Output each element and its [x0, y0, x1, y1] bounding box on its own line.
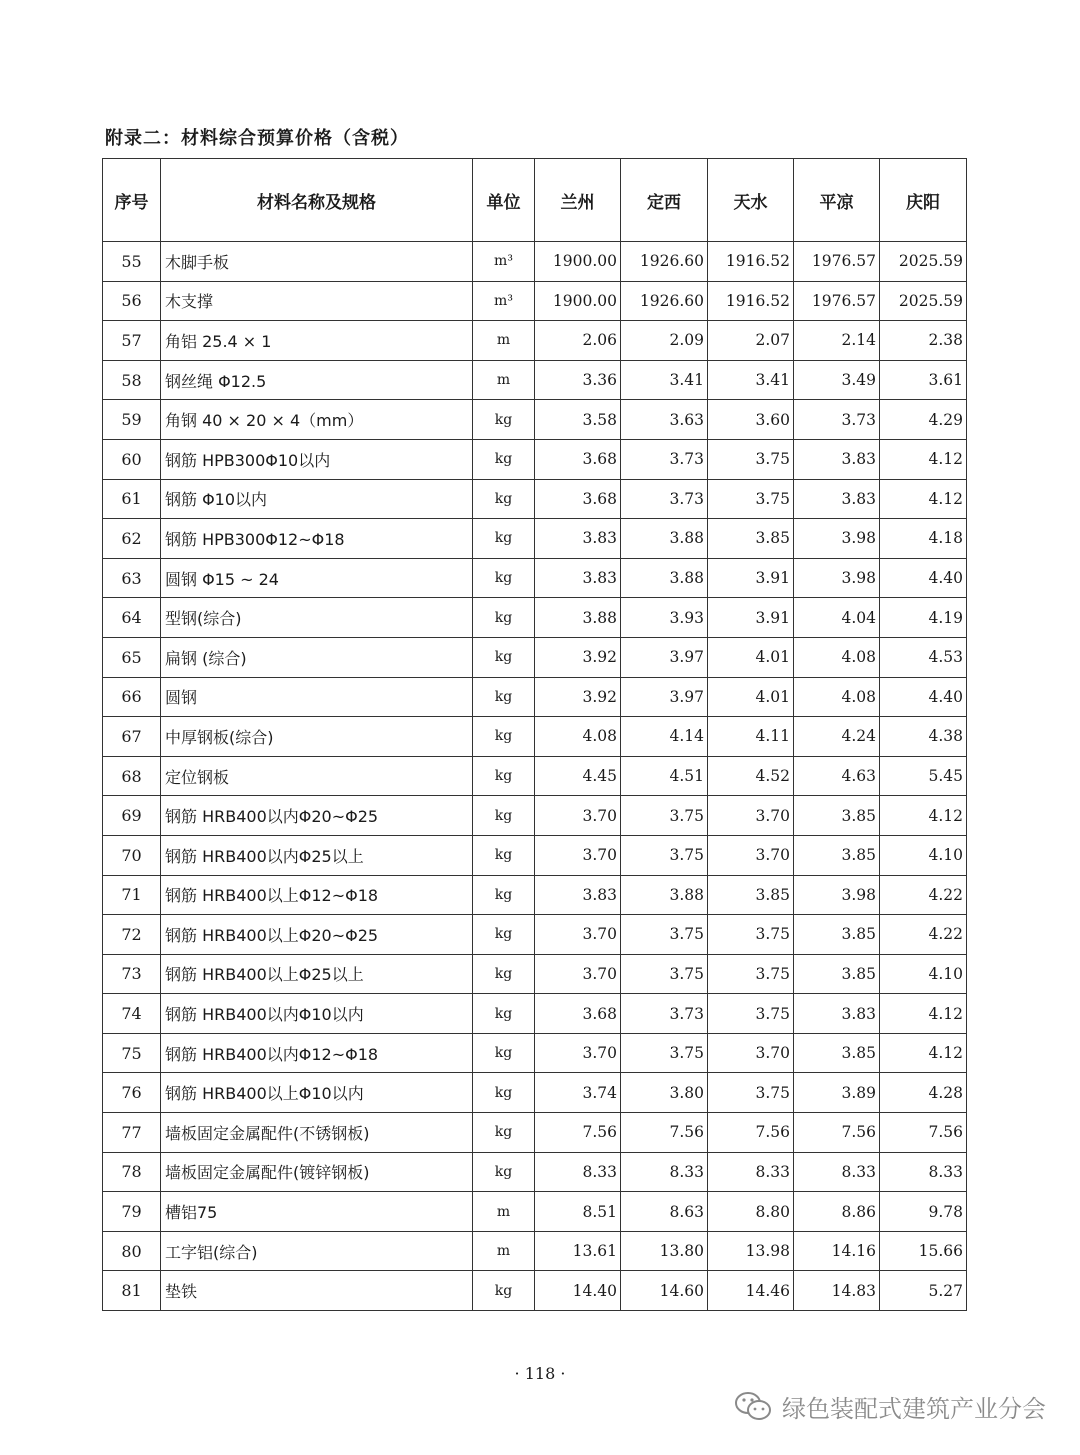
table-row [103, 875, 967, 915]
price-pingliang: 1976.57 [794, 281, 880, 321]
price-pingliang: 4.04 [794, 598, 880, 638]
material-name: 扁钢 (综合) [161, 637, 473, 677]
price-pingliang: 3.98 [794, 519, 880, 559]
table-row [103, 1113, 967, 1153]
row-number: 56 [103, 281, 161, 321]
unit: kg [473, 954, 535, 994]
price-lanzhou: 3.68 [535, 479, 621, 519]
row-number: 58 [103, 360, 161, 400]
price-pingliang: 14.83 [794, 1271, 880, 1311]
price-lanzhou: 3.83 [535, 558, 621, 598]
price-qingyang: 5.27 [880, 1271, 967, 1311]
price-qingyang: 2.38 [880, 321, 967, 361]
appendix-title: 附录二：材料综合预算价格（含税） [105, 128, 409, 149]
unit: m [473, 1192, 535, 1232]
table-row [103, 756, 967, 796]
material-name: 中厚钢板(综合) [161, 717, 473, 757]
price-qingyang: 4.10 [880, 954, 967, 994]
price-pingliang: 7.56 [794, 1113, 880, 1153]
row-number: 71 [103, 875, 161, 915]
table-row [103, 519, 967, 559]
price-qingyang: 4.19 [880, 598, 967, 638]
header-no: 序号 [103, 159, 161, 242]
price-qingyang: 15.66 [880, 1231, 967, 1271]
price-tianshui: 3.85 [708, 875, 794, 915]
material-name: 槽铝75 [161, 1192, 473, 1232]
unit: kg [473, 637, 535, 677]
unit: m [473, 360, 535, 400]
row-number: 72 [103, 915, 161, 955]
price-qingyang: 4.28 [880, 1073, 967, 1113]
row-number: 74 [103, 994, 161, 1034]
price-qingyang: 4.53 [880, 637, 967, 677]
row-number: 78 [103, 1152, 161, 1192]
price-qingyang: 4.12 [880, 994, 967, 1034]
table-row [103, 242, 967, 282]
price-tianshui: 3.70 [708, 835, 794, 875]
price-tianshui: 3.75 [708, 954, 794, 994]
row-number: 59 [103, 400, 161, 440]
price-pingliang: 3.85 [794, 796, 880, 836]
price-lanzhou: 3.58 [535, 400, 621, 440]
price-tianshui: 4.52 [708, 756, 794, 796]
price-pingliang: 3.85 [794, 835, 880, 875]
row-number: 77 [103, 1113, 161, 1153]
price-dingxi: 1926.60 [621, 242, 708, 282]
price-lanzhou: 8.51 [535, 1192, 621, 1232]
price-qingyang: 4.12 [880, 796, 967, 836]
price-lanzhou: 3.92 [535, 677, 621, 717]
price-pingliang: 3.98 [794, 558, 880, 598]
price-dingxi: 3.63 [621, 400, 708, 440]
price-qingyang: 4.12 [880, 439, 967, 479]
table-row [103, 717, 967, 757]
price-qingyang: 4.40 [880, 677, 967, 717]
price-dingxi: 3.80 [621, 1073, 708, 1113]
table-row [103, 677, 967, 717]
price-lanzhou: 7.56 [535, 1113, 621, 1153]
unit: kg [473, 439, 535, 479]
material-name: 工字铝(综合) [161, 1231, 473, 1271]
unit: kg [473, 1033, 535, 1073]
price-lanzhou: 8.33 [535, 1152, 621, 1192]
unit: m [473, 321, 535, 361]
material-price-table [102, 158, 967, 1311]
row-number: 75 [103, 1033, 161, 1073]
material-name: 型钢(综合) [161, 598, 473, 638]
unit: m³ [473, 281, 535, 321]
price-qingyang: 9.78 [880, 1192, 967, 1232]
material-name: 钢筋 HPB300Φ12~Φ18 [161, 519, 473, 559]
price-dingxi: 3.88 [621, 519, 708, 559]
material-name: 钢筋 HRB400以内Φ10以内 [161, 994, 473, 1034]
material-name: 墙板固定金属配件(不锈钢板) [161, 1113, 473, 1153]
unit: kg [473, 717, 535, 757]
material-name: 圆钢 Φ15 ~ 24 [161, 558, 473, 598]
price-qingyang: 4.18 [880, 519, 967, 559]
price-pingliang: 3.83 [794, 994, 880, 1034]
unit: kg [473, 400, 535, 440]
price-tianshui: 3.41 [708, 360, 794, 400]
row-number: 61 [103, 479, 161, 519]
watermark-text: 绿色装配式建筑产业分会 [782, 1394, 1046, 1423]
price-lanzhou: 4.08 [535, 717, 621, 757]
unit: kg [473, 875, 535, 915]
row-number: 62 [103, 519, 161, 559]
row-number: 68 [103, 756, 161, 796]
price-qingyang: 4.12 [880, 1033, 967, 1073]
price-tianshui: 1916.52 [708, 242, 794, 282]
price-tianshui: 3.75 [708, 479, 794, 519]
table-row [103, 637, 967, 677]
price-pingliang: 3.85 [794, 954, 880, 994]
price-pingliang: 8.33 [794, 1152, 880, 1192]
price-dingxi: 4.51 [621, 756, 708, 796]
header-tianshui: 天水 [708, 159, 794, 242]
unit: kg [473, 1152, 535, 1192]
row-number: 81 [103, 1271, 161, 1311]
table-row [103, 1192, 967, 1232]
unit: kg [473, 1073, 535, 1113]
table-row [103, 558, 967, 598]
material-name: 钢筋 HRB400以内Φ25以上 [161, 835, 473, 875]
material-name: 钢丝绳 Φ12.5 [161, 360, 473, 400]
price-pingliang: 4.24 [794, 717, 880, 757]
price-tianshui: 13.98 [708, 1231, 794, 1271]
table-row [103, 835, 967, 875]
price-dingxi: 3.93 [621, 598, 708, 638]
material-name: 钢筋 HRB400以内Φ20~Φ25 [161, 796, 473, 836]
price-pingliang: 4.08 [794, 637, 880, 677]
price-lanzhou: 13.61 [535, 1231, 621, 1271]
price-tianshui: 3.75 [708, 994, 794, 1034]
price-lanzhou: 3.36 [535, 360, 621, 400]
price-lanzhou: 1900.00 [535, 281, 621, 321]
table-row [103, 1033, 967, 1073]
material-name: 钢筋 HPB300Φ10以内 [161, 439, 473, 479]
row-number: 80 [103, 1231, 161, 1271]
table-header-row [103, 159, 967, 242]
price-pingliang: 3.98 [794, 875, 880, 915]
header-name: 材料名称及规格 [161, 159, 473, 242]
price-dingxi: 4.14 [621, 717, 708, 757]
unit: kg [473, 558, 535, 598]
price-qingyang: 4.10 [880, 835, 967, 875]
price-pingliang: 3.85 [794, 915, 880, 955]
price-tianshui: 3.70 [708, 796, 794, 836]
price-pingliang: 3.83 [794, 479, 880, 519]
header-qingyang: 庆阳 [880, 159, 967, 242]
price-qingyang: 7.56 [880, 1113, 967, 1153]
price-tianshui: 3.75 [708, 439, 794, 479]
price-tianshui: 7.56 [708, 1113, 794, 1153]
price-tianshui: 3.75 [708, 915, 794, 955]
price-tianshui: 3.85 [708, 519, 794, 559]
material-name: 墙板固定金属配件(镀锌钢板) [161, 1152, 473, 1192]
price-pingliang: 3.85 [794, 1033, 880, 1073]
price-tianshui: 3.60 [708, 400, 794, 440]
price-lanzhou: 3.70 [535, 1033, 621, 1073]
material-name: 钢筋 HRB400以内Φ12~Φ18 [161, 1033, 473, 1073]
unit: kg [473, 796, 535, 836]
price-dingxi: 1926.60 [621, 281, 708, 321]
table-row [103, 1231, 967, 1271]
table-row [103, 954, 967, 994]
price-qingyang: 4.22 [880, 915, 967, 955]
price-dingxi: 3.75 [621, 1033, 708, 1073]
material-name: 木支撑 [161, 281, 473, 321]
row-number: 79 [103, 1192, 161, 1232]
table-row [103, 994, 967, 1034]
price-dingxi: 3.75 [621, 835, 708, 875]
row-number: 65 [103, 637, 161, 677]
table-row [103, 281, 967, 321]
price-tianshui: 14.46 [708, 1271, 794, 1311]
price-dingxi: 3.75 [621, 796, 708, 836]
price-dingxi: 14.60 [621, 1271, 708, 1311]
price-lanzhou: 3.74 [535, 1073, 621, 1113]
price-qingyang: 8.33 [880, 1152, 967, 1192]
material-name: 定位钢板 [161, 756, 473, 796]
price-tianshui: 8.80 [708, 1192, 794, 1232]
watermark [734, 1388, 1046, 1424]
table-row [103, 479, 967, 519]
row-number: 76 [103, 1073, 161, 1113]
price-pingliang: 3.83 [794, 439, 880, 479]
wechat-icon [734, 1390, 772, 1422]
price-dingxi: 8.33 [621, 1152, 708, 1192]
price-pingliang: 3.73 [794, 400, 880, 440]
price-tianshui: 3.70 [708, 1033, 794, 1073]
header-lanzhou: 兰州 [535, 159, 621, 242]
table-row [103, 796, 967, 836]
table-row [103, 915, 967, 955]
price-pingliang: 2.14 [794, 321, 880, 361]
header-dingxi: 定西 [621, 159, 708, 242]
unit: kg [473, 1113, 535, 1153]
row-number: 66 [103, 677, 161, 717]
material-name: 角钢 40 × 20 × 4（mm） [161, 400, 473, 440]
row-number: 69 [103, 796, 161, 836]
table-row [103, 1271, 967, 1311]
price-tianshui: 1916.52 [708, 281, 794, 321]
price-tianshui: 2.07 [708, 321, 794, 361]
table-row [103, 1152, 967, 1192]
price-lanzhou: 3.70 [535, 796, 621, 836]
price-lanzhou: 3.70 [535, 915, 621, 955]
price-dingxi: 3.97 [621, 637, 708, 677]
price-dingxi: 3.75 [621, 915, 708, 955]
price-qingyang: 4.12 [880, 479, 967, 519]
page-number: · 118 · [514, 1364, 566, 1383]
table-row [103, 439, 967, 479]
price-pingliang: 1976.57 [794, 242, 880, 282]
price-lanzhou: 3.68 [535, 994, 621, 1034]
material-name: 钢筋 Φ10以内 [161, 479, 473, 519]
row-number: 60 [103, 439, 161, 479]
unit: kg [473, 1271, 535, 1311]
table-row [103, 360, 967, 400]
table-row [103, 321, 967, 361]
material-name: 钢筋 HRB400以上Φ25以上 [161, 954, 473, 994]
price-lanzhou: 3.88 [535, 598, 621, 638]
price-lanzhou: 3.68 [535, 439, 621, 479]
price-qingyang: 4.38 [880, 717, 967, 757]
price-qingyang: 2025.59 [880, 281, 967, 321]
price-qingyang: 4.29 [880, 400, 967, 440]
price-lanzhou: 1900.00 [535, 242, 621, 282]
unit: m³ [473, 242, 535, 282]
unit: kg [473, 598, 535, 638]
price-tianshui: 4.01 [708, 637, 794, 677]
unit: kg [473, 677, 535, 717]
material-name: 钢筋 HRB400以上Φ10以内 [161, 1073, 473, 1113]
unit: kg [473, 479, 535, 519]
price-dingxi: 3.73 [621, 439, 708, 479]
price-qingyang: 5.45 [880, 756, 967, 796]
price-dingxi: 3.73 [621, 479, 708, 519]
price-pingliang: 4.08 [794, 677, 880, 717]
price-pingliang: 4.63 [794, 756, 880, 796]
price-lanzhou: 3.92 [535, 637, 621, 677]
header-pingliang: 平凉 [794, 159, 880, 242]
table-row [103, 400, 967, 440]
price-dingxi: 7.56 [621, 1113, 708, 1153]
price-dingxi: 3.75 [621, 954, 708, 994]
price-lanzhou: 3.83 [535, 875, 621, 915]
row-number: 55 [103, 242, 161, 282]
price-qingyang: 3.61 [880, 360, 967, 400]
unit: kg [473, 519, 535, 559]
material-name: 角铝 25.4 × 1 [161, 321, 473, 361]
material-name: 垫铁 [161, 1271, 473, 1311]
table-row [103, 1073, 967, 1113]
price-lanzhou: 3.70 [535, 954, 621, 994]
price-tianshui: 4.01 [708, 677, 794, 717]
row-number: 57 [103, 321, 161, 361]
price-lanzhou: 3.70 [535, 835, 621, 875]
material-name: 木脚手板 [161, 242, 473, 282]
header-unit: 单位 [473, 159, 535, 242]
material-name: 钢筋 HRB400以上Φ12~Φ18 [161, 875, 473, 915]
material-name: 钢筋 HRB400以上Φ20~Φ25 [161, 915, 473, 955]
price-dingxi: 3.88 [621, 875, 708, 915]
unit: kg [473, 915, 535, 955]
row-number: 63 [103, 558, 161, 598]
table-row [103, 598, 967, 638]
price-pingliang: 3.49 [794, 360, 880, 400]
price-dingxi: 3.88 [621, 558, 708, 598]
price-tianshui: 4.11 [708, 717, 794, 757]
row-number: 73 [103, 954, 161, 994]
price-tianshui: 8.33 [708, 1152, 794, 1192]
row-number: 70 [103, 835, 161, 875]
price-tianshui: 3.75 [708, 1073, 794, 1113]
price-pingliang: 14.16 [794, 1231, 880, 1271]
price-qingyang: 4.22 [880, 875, 967, 915]
unit: kg [473, 756, 535, 796]
price-lanzhou: 2.06 [535, 321, 621, 361]
unit: m [473, 1231, 535, 1271]
row-number: 67 [103, 717, 161, 757]
price-pingliang: 3.89 [794, 1073, 880, 1113]
price-dingxi: 2.09 [621, 321, 708, 361]
row-number: 64 [103, 598, 161, 638]
unit: kg [473, 994, 535, 1034]
price-pingliang: 8.86 [794, 1192, 880, 1232]
price-lanzhou: 3.83 [535, 519, 621, 559]
price-dingxi: 3.97 [621, 677, 708, 717]
price-dingxi: 3.41 [621, 360, 708, 400]
price-dingxi: 3.73 [621, 994, 708, 1034]
price-qingyang: 2025.59 [880, 242, 967, 282]
price-tianshui: 3.91 [708, 558, 794, 598]
price-qingyang: 4.40 [880, 558, 967, 598]
price-lanzhou: 4.45 [535, 756, 621, 796]
price-dingxi: 8.63 [621, 1192, 708, 1232]
price-lanzhou: 14.40 [535, 1271, 621, 1311]
price-dingxi: 13.80 [621, 1231, 708, 1271]
material-name: 圆钢 [161, 677, 473, 717]
unit: kg [473, 835, 535, 875]
price-tianshui: 3.91 [708, 598, 794, 638]
